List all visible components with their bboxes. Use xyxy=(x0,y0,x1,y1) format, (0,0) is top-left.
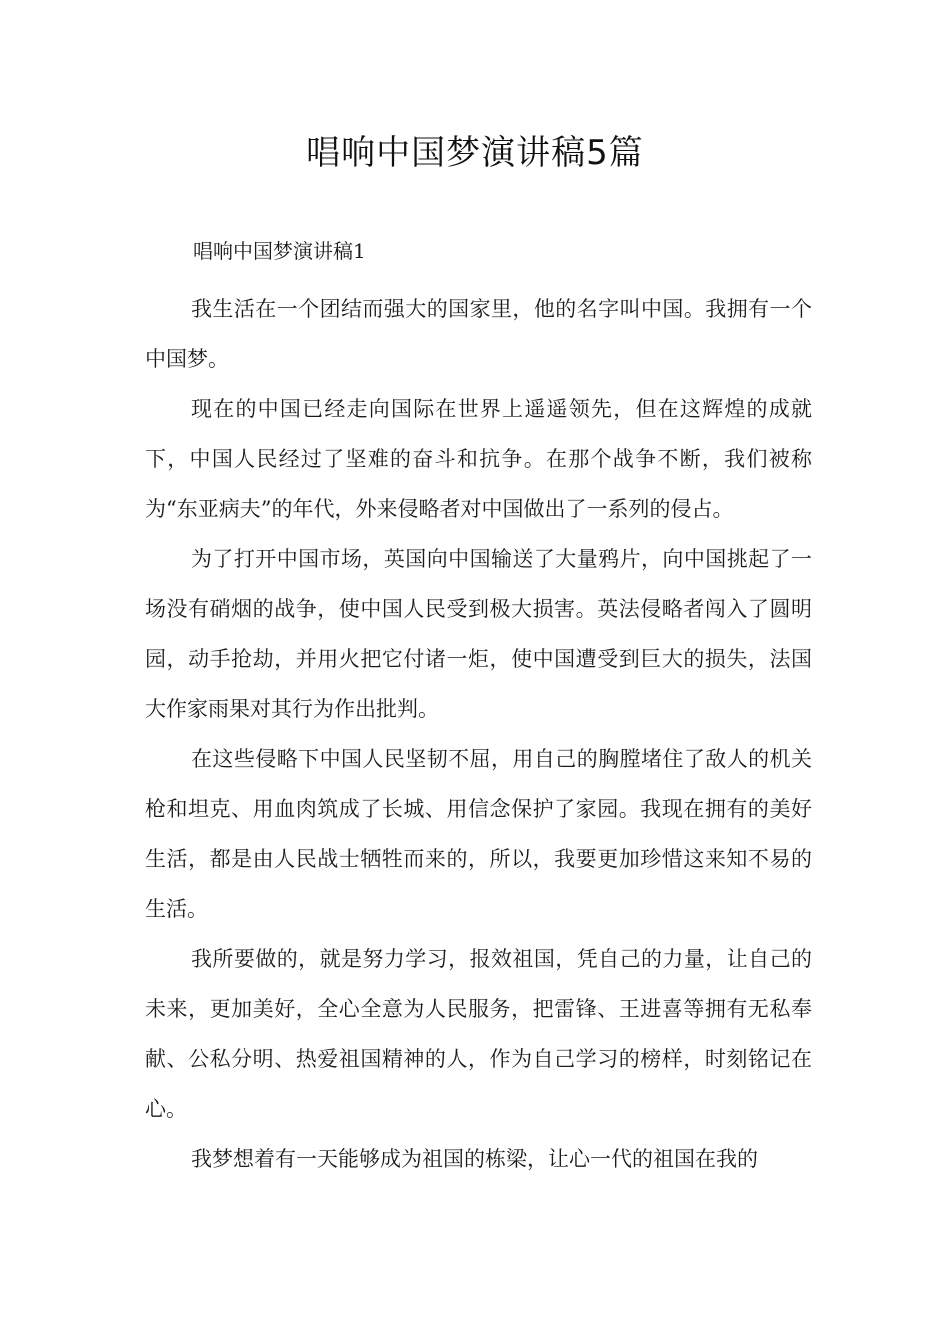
paragraph: 我生活在一个团结而强大的国家里，他的名字叫中国。我拥有一个中国梦。 xyxy=(145,297,812,371)
document-body xyxy=(145,284,812,1184)
paragraph: 在这些侵略下中国人民坚韧不屈，用自己的胸膛堵住了敌人的机关枪和坦克、用血肉筑成了长城、用信念保护了家园。我现在拥有的美好生活，都是由人民战士牺牲而来的，所以，我要更加珍惜这来知不易的生活。 xyxy=(145,747,812,921)
paragraph: 现在的中国已经走向国际在世界上遥遥领先，但在这辉煌的成就下，中国人民经过了坚难的奋斗和抗争。在那个战争不断，我们被称为“东亚病夫”的年代，外来侵略者对中国做出了一系列的侵占。 xyxy=(145,397,812,521)
paragraph: 我梦想着有一天能够成为祖国的栋梁，让心一代的祖国在我的 xyxy=(191,1147,758,1171)
paragraph: 我所要做的，就是努力学习，报效祖国，凭自己的力量，让自己的未来，更加美好，全心全意为人民服务，把雷锋、王进喜等拥有无私奉献、公私分明、热爱祖国精神的人，作为自己学习的榜样，时刻铭记在心。 xyxy=(145,947,812,1121)
section-heading: 唱响中国梦演讲稿1 xyxy=(193,239,366,263)
document-title: 唱响中国梦演讲稿5篇 xyxy=(306,133,644,173)
paragraph: 为了打开中国市场，英国向中国输送了大量鸦片，向中国挑起了一场没有硝烟的战争，使中国人民受到极大损害。英法侵略者闯入了圆明园，动手抢劫，并用火把它付诸一炬，使中国遭受到巨大的损失，法国大作家雨果对其行为作出批判。 xyxy=(145,547,812,721)
